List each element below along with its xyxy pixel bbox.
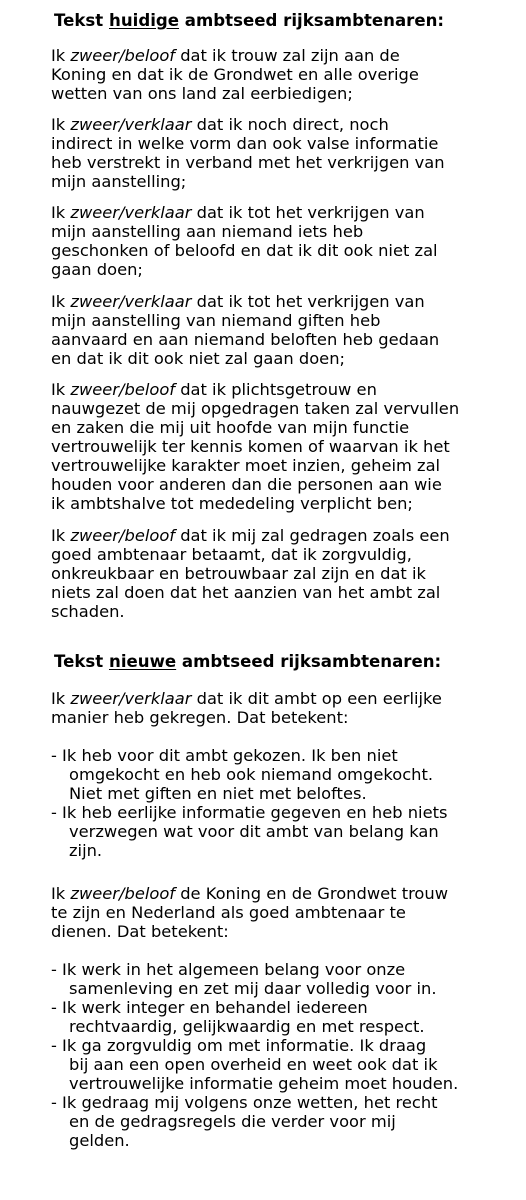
text-run: omgekocht en heb ook niemand omgekocht. [69,765,434,784]
text-run: Ik [51,115,71,134]
text-run: Ik [51,380,71,399]
italic-term: zweer/beloof [70,380,176,399]
text-run: niets zal doen dat het aanzien van het ambt zal [51,583,441,602]
text-run: gelden. [69,1131,130,1150]
section-heading [54,652,526,671]
text-run: en zaken die mij uit hoofde van mijn functie [51,418,410,437]
text-run: onkreukbaar en betrouwbaar zal zijn en dat ik [51,564,426,583]
text-run: mijn aanstelling van niemand giften heb [51,311,381,330]
text-run: de Koning en de Grondwet trouw [175,884,449,903]
text-line [51,602,523,621]
text-run: vertrouwelijke informatie geheim moet houden. [69,1074,459,1093]
text-line [69,784,526,803]
text-run: Ik [51,526,71,545]
section-heading [54,11,526,30]
text-line [51,494,523,513]
text-run: manier heb gekregen. Dat betekent: [51,708,349,727]
text-line [51,583,523,602]
text-line [51,260,523,279]
text-run: ambtseed rijksambtenaren: [176,652,442,671]
text-line [69,822,526,841]
text-line [51,241,523,260]
text-line [69,1131,526,1150]
text-line [51,475,523,494]
underlined-term: huidige [109,11,180,30]
text-run: heb verstrekt in verband met het verkrijgen van [51,153,445,172]
text-run: samenleving en zet mij daar volledig voor in. [69,979,437,998]
text-line [51,689,523,708]
text-run: goed ambtenaar betaamt, dat ik zorgvuldig, [51,545,412,564]
text-run: Ik [51,689,71,708]
text-run: - Ik werk in het algemeen belang voor onze [51,960,406,979]
text-run: geschonken of beloofd en dat ik dit ook niet zal [51,241,438,260]
text-run: vertrouwelijk ter kennis komen of waarvan ik het [51,437,450,456]
text-run: dat ik noch direct, noch [191,115,389,134]
text-line [51,998,523,1017]
text-run: nauwgezet de mij opgedragen taken zal vervullen [51,399,460,418]
text-run: - Ik gedraag mij volgens onze wetten, het recht [51,1093,438,1112]
text-run: dat ik plichtsgetrouw en [175,380,377,399]
text-line [51,708,523,727]
text-line [69,841,526,860]
text-line [69,1074,526,1093]
text-line [51,222,523,241]
text-line [51,1093,523,1112]
text-run: ambtseed rijksambtenaren: [179,11,445,30]
text-line [51,418,523,437]
text-line [69,1112,526,1131]
text-run: Ik [51,292,71,311]
text-run: - Ik heb voor dit ambt gekozen. Ik ben niet [51,746,398,765]
text-run: dat ik mij zal gedragen zoals een [175,526,450,545]
text-line [51,526,523,545]
text-run: rechtvaardig, gelijkwaardig en met respect. [69,1017,425,1036]
text-run: Niet met giften en niet met beloftes. [69,784,367,803]
text-line [51,564,523,583]
text-run: Koning en dat ik de Grondwet en alle overige [51,65,419,84]
text-run: aanvaard en aan niemand beloften heb gedaan [51,330,440,349]
underlined-term: nieuwe [109,652,177,671]
text-line [51,884,523,903]
text-line [51,545,523,564]
text-run: schaden. [51,602,125,621]
text-run: dat ik trouw zal zijn aan de [175,46,400,65]
text-run: te zijn en Nederland als goed ambtenaar te [51,903,406,922]
text-line [51,153,523,172]
text-run: Tekst [54,11,109,30]
text-line [51,84,523,103]
italic-term: zweer/verklaar [70,292,192,311]
text-run: - Ik werk integer en behandel iedereen [51,998,368,1017]
text-line [51,746,523,765]
text-run: - Ik ga zorgvuldig om met informatie. Ik draag [51,1036,427,1055]
text-line [51,399,523,418]
text-line [69,765,526,784]
text-run: zijn. [69,841,103,860]
text-run: Ik [51,884,71,903]
italic-term: zweer/verklaar [70,689,192,708]
text-line [51,134,523,153]
text-line [51,292,523,311]
text-line [51,456,523,475]
text-run: ik ambtshalve tot mededeling verplicht ben; [51,494,413,513]
text-line [51,65,523,84]
text-line [51,380,523,399]
text-line [51,46,523,65]
text-line [51,922,523,941]
text-run: vertrouwelijke karakter moet inzien, geheim zal [51,456,441,475]
text-line [51,330,523,349]
text-line [51,115,523,134]
text-line [51,311,523,330]
italic-term: zweer/beloof [70,46,176,65]
text-line [51,172,523,191]
text-run: Ik [51,46,71,65]
text-run: dienen. Dat betekent: [51,922,229,941]
text-line [51,1036,523,1055]
text-line [51,437,523,456]
text-run: dat ik tot het verkrijgen van [191,203,425,222]
text-run: gaan doen; [51,260,143,279]
text-line [51,960,523,979]
text-line [51,903,523,922]
text-line [51,203,523,222]
text-run: houden voor anderen dan die personen aan wie [51,475,442,494]
text-line [51,803,523,822]
text-run: mijn aanstelling aan niemand iets heb [51,222,364,241]
text-line [69,1055,526,1074]
text-run: verzwegen wat voor dit ambt van belang kan [69,822,439,841]
text-run: bij aan een open overheid en weet ook dat ik [69,1055,438,1074]
text-run: Ik [51,203,71,222]
text-run: indirect in welke vorm dan ook valse informatie [51,134,439,153]
text-run: Tekst [54,652,109,671]
italic-term: zweer/verklaar [70,115,192,134]
italic-term: zweer/beloof [70,884,176,903]
italic-term: zweer/beloof [70,526,176,545]
text-run: en dat ik dit ook niet zal gaan doen; [51,349,345,368]
text-line [51,349,523,368]
text-run: - Ik heb eerlijke informatie gegeven en heb niets [51,803,448,822]
text-line [69,979,526,998]
text-run: en de gedragsregels die verder voor mij [69,1112,396,1131]
text-run: dat ik dit ambt op een eerlijke [191,689,442,708]
text-run: dat ik tot het verkrijgen van [191,292,425,311]
text-line [69,1017,526,1036]
text-run: mijn aanstelling; [51,172,187,191]
text-run: wetten van ons land zal eerbiedigen; [51,84,353,103]
italic-term: zweer/verklaar [70,203,192,222]
